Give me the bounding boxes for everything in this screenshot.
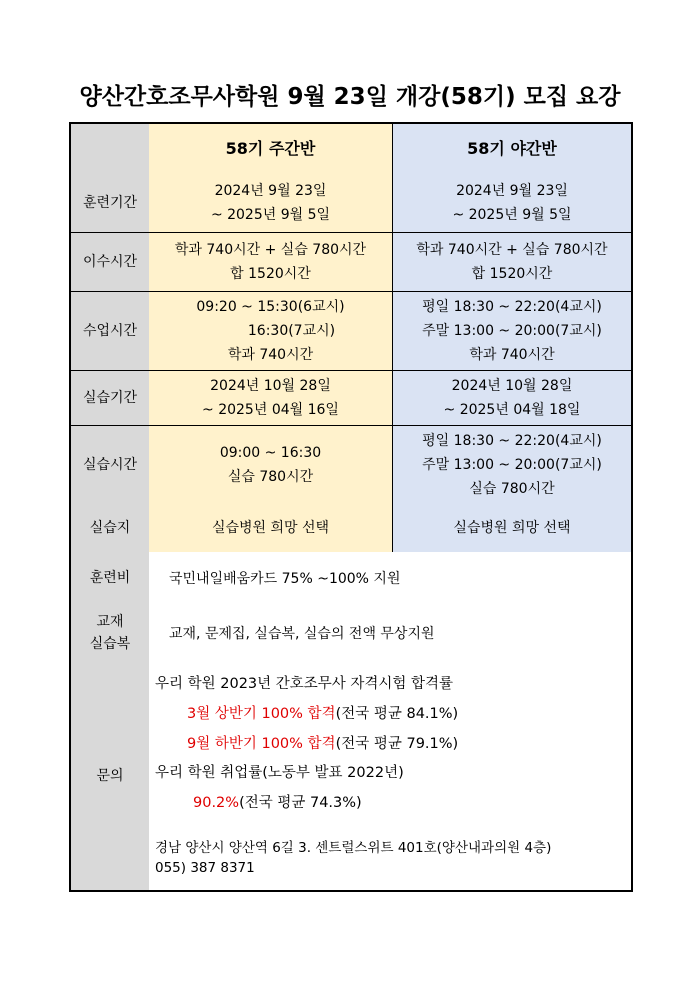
night-class-time [392,292,631,370]
day-completion-hours [149,233,392,291]
night-class-weekend: 주말 13:00 ~ 20:00(7교시) [422,323,602,339]
header-night-class: 58기 야간반 [392,124,631,174]
employment-rate-value: 90.2% [193,795,240,811]
academy-address: 경남 양산시 양산역 6길 3. 센트럴스위트 401호(양산내과의원 4층) [155,840,552,856]
night-class-total: 학과 740시간 [469,347,555,363]
day-practice-start: 2024년 10월 28일 [210,378,331,394]
training-fee-text: 국민내일배움카드 75% ~100% 지원 [149,552,631,604]
night-class-weekday: 평일 18:30 ~ 22:20(4교시) [422,299,602,315]
night-practice-weekend: 주말 13:00 ~ 20:00(7교시) [422,457,602,473]
night-practice-period [392,371,631,425]
night-hours-total: 합 1520시간 [471,266,553,282]
day-hours-breakdown: 학과 740시간 + 실습 780시간 [174,242,367,258]
day-practice-end: ~ 2025년 04월 16일 [202,402,339,418]
pass-rate-title: 우리 학원 2023년 간호조무사 자격시험 합격률 [155,676,454,692]
label-training-fee: 훈련비 [71,552,149,604]
pass-rate-first-result: 3월 상반기 100% 합격 [187,706,336,722]
night-practice-site: 실습병원 희망 선택 [392,504,631,552]
label-inquiry: 문의 [71,662,149,890]
page-title: 양산간호조무사학원 9월 23일 개강(58기) 모집 요강 [79,84,621,110]
recruitment-table [69,122,633,892]
day-class-time [149,292,392,370]
employment-rate-title: 우리 학원 취업률(노동부 발표 2022년) [155,765,404,781]
label-materials [71,604,149,662]
label-materials-line1: 교재 [96,614,124,630]
night-practice-time [392,426,631,504]
pass-rate-first-half [187,702,458,723]
label-practice-site: 실습지 [71,504,149,552]
day-practice-period [149,371,392,425]
day-training-period [149,174,392,232]
header-label-cell [71,124,149,174]
label-completion-hours: 이수시간 [71,233,149,291]
pass-rate-second-result: 9월 하반기 100% 합격 [187,736,336,752]
night-training-period [392,174,631,232]
label-practice-time: 실습시간 [71,426,149,504]
night-period-start: 2024년 9월 23일 [456,183,568,199]
day-class-extended: 16:30(7교시) [247,323,336,339]
night-practice-end: ~ 2025년 04월 18일 [443,402,581,418]
inquiry-content [149,662,631,890]
label-class-time: 수업시간 [71,292,149,370]
day-practice-site: 실습병원 희망 선택 [149,504,392,552]
night-practice-total: 실습 780시간 [469,481,555,497]
day-hours-total: 합 1520시간 [230,266,311,282]
header-day-class: 58기 주간반 [149,124,392,174]
pass-rate-first-average: (전국 평균 84.1%) [335,706,459,722]
label-practice-period: 실습기간 [71,371,149,425]
employment-rate-average: (전국 평균 74.3%) [239,795,362,811]
night-practice-weekday: 평일 18:30 ~ 22:20(4교시) [422,433,602,449]
night-completion-hours [392,233,631,291]
employment-rate [193,791,362,812]
night-practice-start: 2024년 10월 28일 [451,378,573,394]
day-period-end: ~ 2025년 9월 5일 [210,207,331,223]
day-practice-hours: 09:00 ~ 16:30 [219,445,322,461]
pass-rate-second-half [187,732,458,753]
day-class-weekday: 09:20 ~ 15:30(6교시) [196,299,345,315]
night-period-end: ~ 2025년 9월 5일 [452,207,572,223]
label-materials-line2: 실습복 [89,636,131,652]
day-class-total: 학과 740시간 [227,347,314,363]
day-practice-time [149,426,392,504]
pass-rate-second-average: (전국 평균 79.1%) [335,736,459,752]
night-hours-breakdown: 학과 740시간 + 실습 780시간 [416,242,608,258]
academy-phone: 055) 387 8371 [155,860,255,876]
label-training-period: 훈련기간 [71,174,149,232]
materials-text: 교재, 문제집, 실습복, 실습의 전액 무상지원 [149,604,631,662]
day-practice-total: 실습 780시간 [227,469,314,485]
day-period-start: 2024년 9월 23일 [214,183,327,199]
